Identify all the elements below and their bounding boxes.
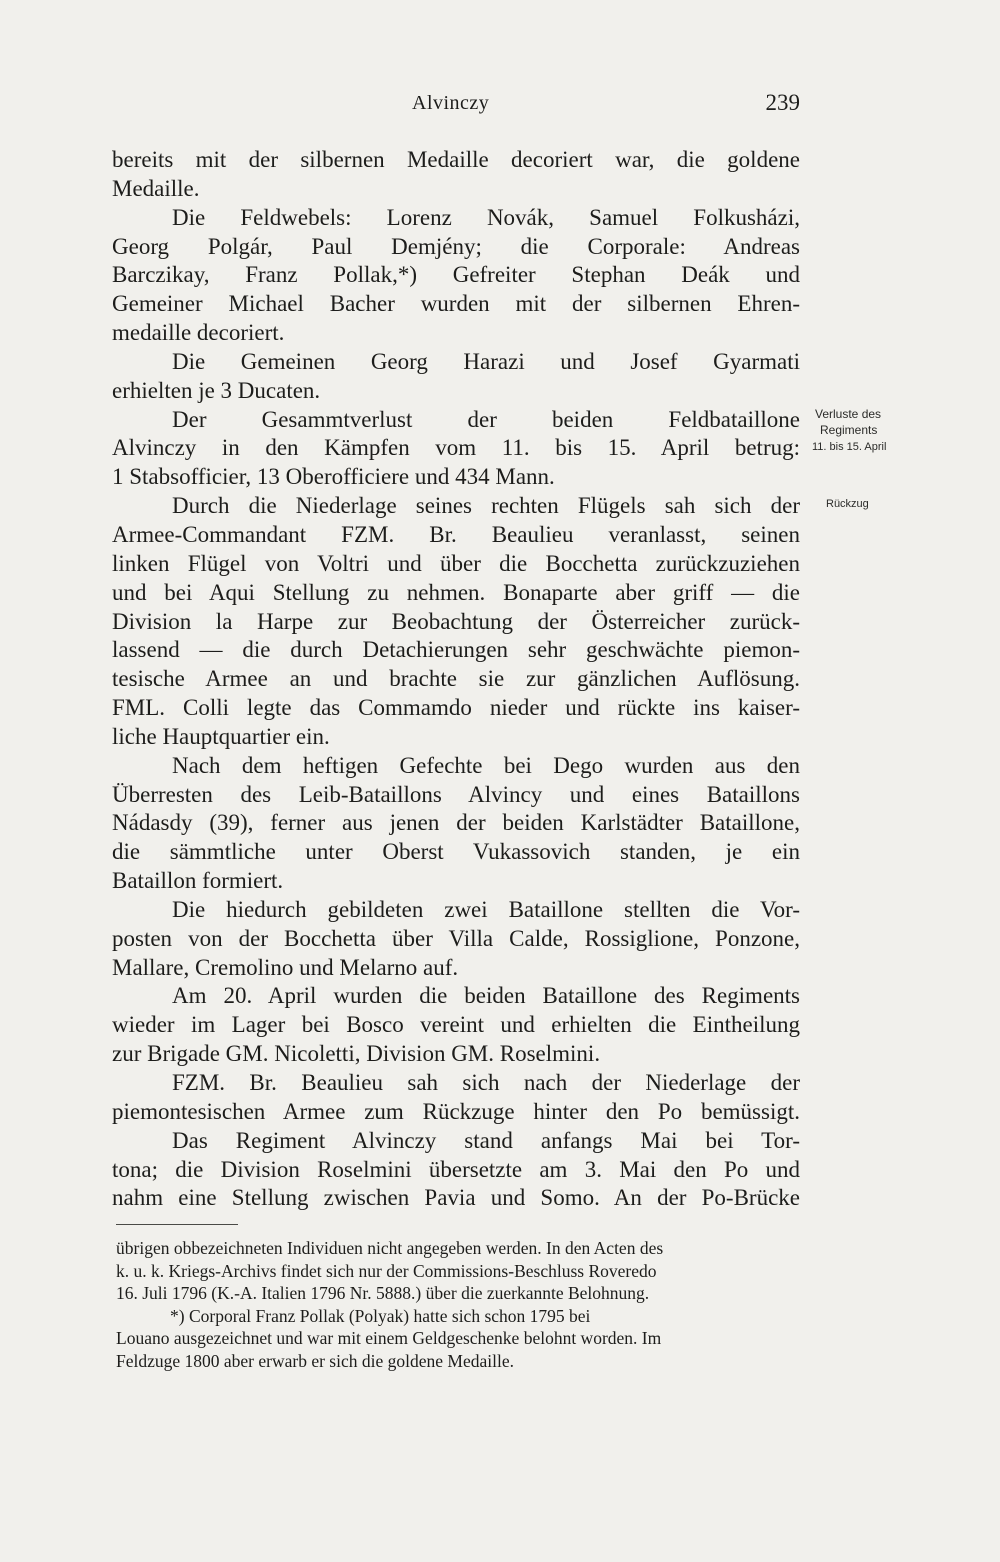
margin-note-losses-regiment: Regiments xyxy=(820,423,878,437)
text-line: liche Hauptquartier ein. xyxy=(112,723,330,749)
text-line: nahm eine Stellung zwischen Pavia und Somo. An der Po-Brücke xyxy=(112,1185,800,1211)
text-line: wieder im Lager bei Bosco vereint und erhielten die Eintheilung xyxy=(112,1012,800,1038)
text-line: Barczikay, Franz Pollak,*) Gefreiter Stephan Deák und xyxy=(112,262,800,288)
text-line: piemontesischen Armee zum Rückzuge hinter den Po bemüssigt. xyxy=(112,1098,800,1124)
page-header xyxy=(112,92,800,122)
margin-note-losses-dates: 11. bis 15. April xyxy=(812,441,887,453)
text-line: Der Gesammtverlust der beiden Feldbataillone xyxy=(172,406,800,432)
footnote-line: Feldzuge 1800 aber erwarb er sich die goldene Medaille. xyxy=(116,1350,514,1371)
text-line: Überresten des Leib-Bataillons Alvincy und eines Bataillons xyxy=(112,781,800,807)
running-title: Alvinczy xyxy=(412,92,490,114)
footnotes xyxy=(116,1237,800,1372)
text-line: Medaille. xyxy=(112,175,200,201)
footnote-line: Louano ausgezeichnet und war mit einem Geldgeschenke belohnt worden. Im xyxy=(116,1328,662,1348)
text-line: Gemeiner Michael Bacher wurden mit der silbernen Ehren- xyxy=(112,291,800,317)
text-line: Die Feldwebels: Lorenz Novák, Samuel Folkusházi, xyxy=(172,204,800,230)
margin-note-retreat: Rückzug xyxy=(826,498,869,510)
text-line: Die hiedurch gebildeten zwei Bataillone stellten die Vor- xyxy=(172,896,800,922)
text-line: posten von der Bocchetta über Villa Calde, Rossiglione, Ponzone, xyxy=(112,925,800,951)
text-line: erhielten je 3 Ducaten. xyxy=(112,377,321,403)
text-line: Mallare, Cremolino und Melarno auf. xyxy=(112,954,459,980)
text-line: linken Flügel von Voltri und über die Bocchetta zurückzuziehen xyxy=(112,550,800,576)
footnote-line: 16. Juli 1796 (K.-A. Italien 1796 Nr. 5888.) über die zuerkannte Belohnung. xyxy=(116,1283,650,1303)
text-line: die sämmtliche unter Oberst Vukassovich standen, je ein xyxy=(112,839,800,865)
text-line: Das Regiment Alvinczy stand anfangs Mai bei Tor- xyxy=(172,1127,800,1153)
text-line: Armee-Commandant FZM. Br. Beaulieu veranlasst, seinen xyxy=(112,521,800,547)
text-line: Nádasdy (39), ferner aus jenen der beiden Karlstädter Bataillone, xyxy=(112,810,800,836)
text-line: medaille decoriert. xyxy=(112,320,285,346)
text-line: Nach dem heftigen Gefechte bei Dego wurden aus den xyxy=(172,752,800,778)
footnote-divider xyxy=(116,1224,238,1225)
text-line: und bei Aqui Stellung zu nehmen. Bonaparte aber griff — die xyxy=(112,579,800,605)
text-line: Alvinczy in den Kämpfen vom 11. bis 15. April betrug: xyxy=(112,435,800,461)
text-line: Die Gemeinen Georg Harazi und Josef Gyarmati xyxy=(172,348,800,374)
text-line: tesische Armee an und brachte sie zur gänzlichen Auflösung. xyxy=(112,666,800,692)
footnote-line: k. u. k. Kriegs-Archivs findet sich nur der Commissions-Beschluss Roveredo xyxy=(116,1260,657,1281)
text-line: lassend — die durch Detachierungen sehr geschwächte piemon- xyxy=(112,637,800,663)
main-text xyxy=(112,146,800,1213)
text-line: Durch die Niederlage seines rechten Flügels sah sich der xyxy=(172,493,800,519)
footnote-line: *) Corporal Franz Pollak (Polyak) hatte sich schon 1795 bei xyxy=(170,1305,591,1326)
text-line: zur Brigade GM. Nicoletti, Division GM. Roselmini. xyxy=(112,1041,601,1067)
text-line: bereits mit der silbernen Medaille decoriert war, die goldene xyxy=(112,147,800,172)
text-line: FZM. Br. Beaulieu sah sich nach der Niederlage der xyxy=(172,1070,800,1095)
text-line: Division la Harpe zur Beobachtung der Österreicher zurück- xyxy=(112,608,800,634)
text-line: Am 20. April wurden die beiden Bataillone des Regiments xyxy=(172,983,800,1009)
text-line: FML. Colli legte das Commamdo nieder und rückte ins kaiser- xyxy=(112,695,800,721)
margin-note-losses-title: Verluste des xyxy=(815,407,882,421)
page-number: 239 xyxy=(765,90,800,115)
text-line: 1 Stabsofficier, 13 Oberofficiere und 434 Mann. xyxy=(112,464,555,490)
text-line: Bataillon formiert. xyxy=(112,868,284,894)
text-line: Georg Polgár, Paul Demjény; die Corporale: Andreas xyxy=(112,233,800,259)
footnote-line: übrigen obbezeichneten Individuen nicht angegeben werden. In den Acten des xyxy=(116,1238,664,1258)
text-line: tona; die Division Roselmini übersetzte am 3. Mai den Po und xyxy=(112,1156,800,1182)
